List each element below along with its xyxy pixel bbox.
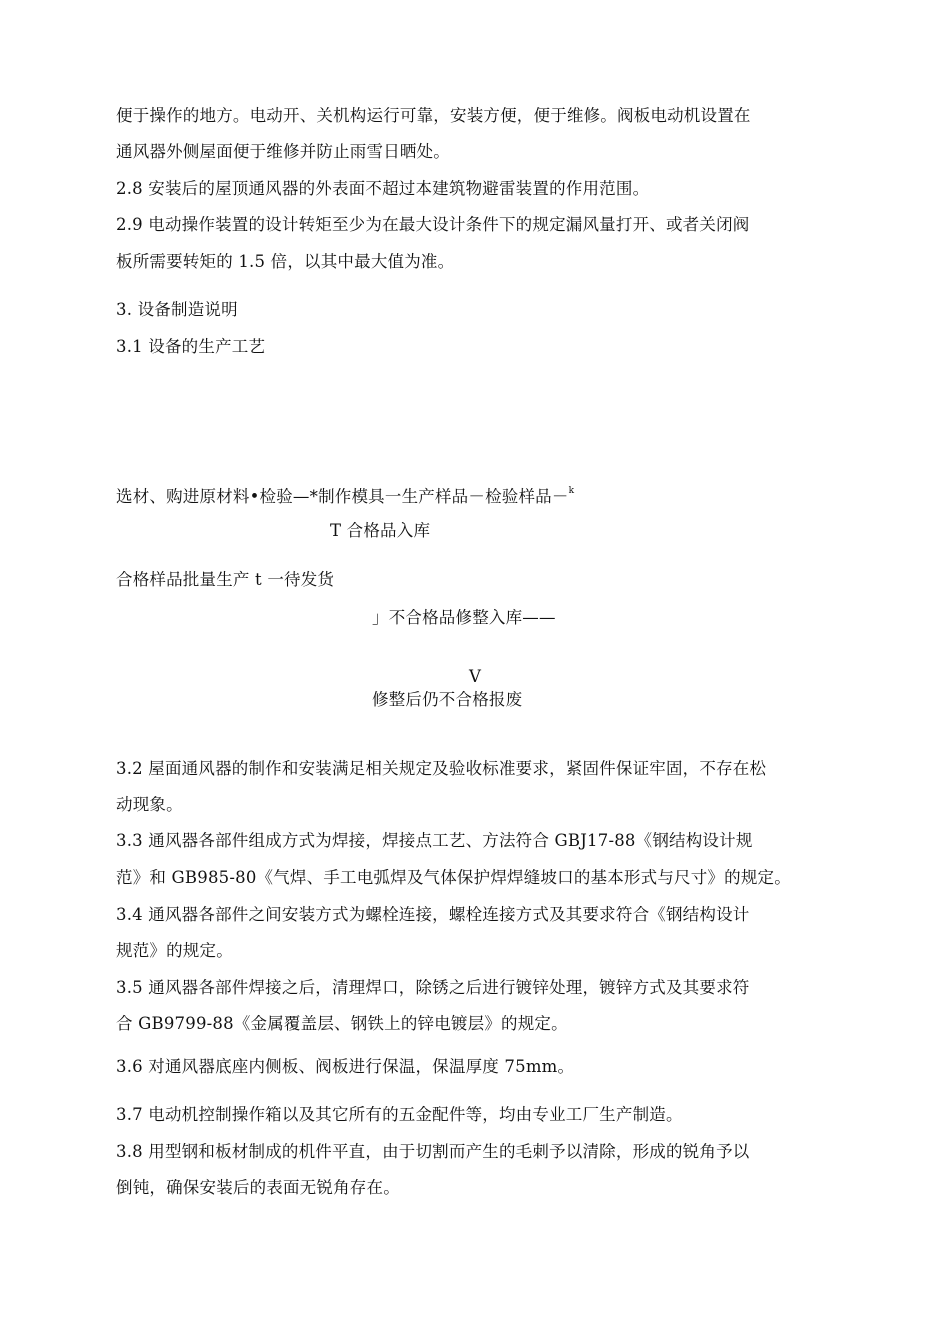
flow-line-6: 修整后仍不合格报废 [372, 690, 523, 709]
section-heading: 3. 设备制造说明 [116, 300, 238, 319]
subsection-heading: 3.1 设备的生产工艺 [116, 337, 266, 356]
paragraph-line: 范》和 GB985-80《气焊、手工电弧焊及气体保护焊焊缝坡口的基本形式与尺寸》的规定。 [116, 868, 791, 887]
paragraph-line: 2.8 安装后的屋顶通风器的外表面不超过本建筑物避雷装置的作用范围。 [116, 179, 650, 198]
paragraph-line: 3.4 通风器各部件之间安装方式为螺栓连接，螺栓连接方式及其要求符合《钢结构设计 [116, 905, 750, 924]
flow-line-2: T 合格品入库 [330, 521, 431, 540]
flow-line-5: V [469, 667, 482, 686]
paragraph-line: 3.8 用型钢和板材制成的机件平直，由于切割而产生的毛刺予以清除，形成的锐角予以 [116, 1142, 750, 1161]
paragraph-line: 2.9 电动操作装置的设计转矩至少为在最大设计条件下的规定漏风量打开、或者关闭阀 [116, 215, 750, 234]
paragraph-line: 3.7 电动机控制操作箱以及其它所有的五金配件等，均由专业工厂生产制造。 [116, 1105, 683, 1124]
paragraph-line: 通风器外侧屋面便于维修并防止雨雪日晒处。 [116, 142, 450, 161]
flow-superscript: k [568, 486, 575, 496]
flow-line-1: 选材、购进原材料•检验—*制作模具一生产样品－检验样品－$^k$ [116, 486, 575, 506]
paragraph-line: 动现象。 [116, 795, 183, 814]
flow-line-3: 合格样品批量生产 t 一待发货 [116, 570, 335, 589]
paragraph-line: 3.6 对通风器底座内侧板、阀板进行保温，保温厚度 75mm。 [116, 1057, 575, 1076]
paragraph-line: 合 GB9799-88《金属覆盖层、钢铁上的锌电镀层》的规定。 [116, 1014, 568, 1033]
paragraph-line: 板所需要转矩的 1.5 倍，以其中最大值为准。 [116, 252, 455, 271]
flow-line-4: 」不合格品修整入库—— [372, 608, 556, 627]
paragraph-line: 3.5 通风器各部件焊接之后，清理焊口，除锈之后进行镀锌处理，镀锌方式及其要求符 [116, 978, 750, 997]
paragraph-line: 3.3 通风器各部件组成方式为焊接，焊接点工艺、方法符合 GBJ17-88《钢结构设计规 [116, 831, 753, 850]
paragraph-line: 倒钝，确保安装后的表面无锐角存在。 [116, 1178, 400, 1197]
paragraph-line: 便于操作的地方。电动开、关机构运行可靠，安装方便，便于维修。阀板电动机设置在 [116, 106, 751, 125]
paragraph-line: 3.2 屋面通风器的制作和安装满足相关规定及验收标准要求，紧固件保证牢固，不存在松 [116, 759, 767, 778]
paragraph-line: 规范》的规定。 [116, 941, 233, 960]
